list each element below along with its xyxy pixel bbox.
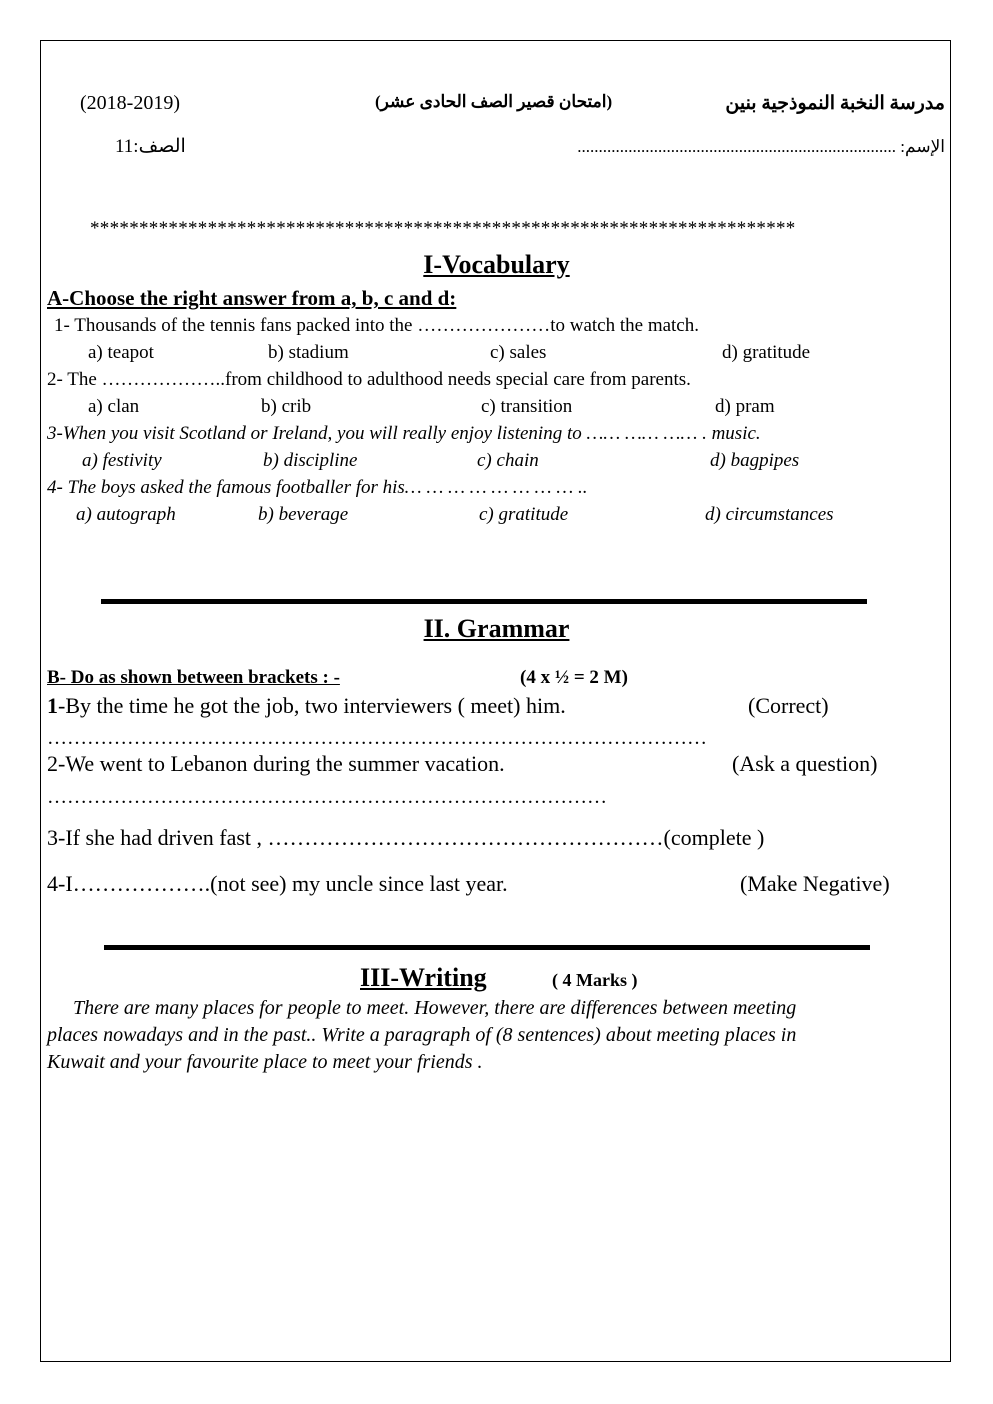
option-a[interactable]: a) autograph	[76, 504, 176, 525]
star-divider: ************************************************************************	[90, 218, 796, 239]
option-a[interactable]: a) teapot	[88, 342, 154, 363]
vocabulary-instruction: A-Choose the right answer from a, b, c and d:	[47, 286, 457, 310]
grammar-question-1	[47, 693, 566, 719]
section-divider	[104, 945, 870, 950]
grammar-marks: (4 x ½ = 2 M)	[520, 667, 628, 688]
vocab-question-3: 3-When you visit Scotland or Ireland, you will really enjoy listening to …… …… …… . music.	[47, 423, 761, 444]
grammar-question-2: 2-We went to Lebanon during the summer vacation.	[47, 751, 505, 776]
option-c[interactable]: c) transition	[481, 396, 573, 417]
grade-label: الصف:11	[115, 136, 186, 157]
option-c[interactable]: c) chain	[477, 450, 539, 471]
writing-prompt-line-3: Kuwait and your favourite place to meet your friends .	[47, 1051, 483, 1073]
grammar-question-1-text: -By the time he got the job, two interviewers ( meet) him.	[58, 693, 566, 718]
grammar-question-1-number: 1	[47, 693, 58, 718]
grammar-question-4[interactable]: 4-I……………….(not see) my uncle since last year.	[47, 871, 508, 896]
section-title-vocabulary: I-Vocabulary	[423, 250, 570, 279]
option-b[interactable]: b) discipline	[263, 450, 358, 471]
vocab-question-4: 4- The boys asked the famous footballer for his… … … … … … … … ..	[47, 477, 588, 498]
grammar-instruction	[47, 667, 340, 689]
school-name: مدرسة النخبة النموذجية بنين	[725, 93, 945, 114]
vocab-question-2: 2- The ………………..from childhood to adulthood needs special care from parents.	[47, 369, 691, 390]
name-field[interactable]: الإسم: ...........................................................................	[577, 137, 945, 156]
option-a[interactable]: a) clan	[88, 396, 140, 417]
option-b[interactable]: b) beverage	[258, 504, 349, 525]
exam-title: (امتحان قصير الصف الحادى عشر)	[375, 92, 613, 111]
grammar-bracket-1: (Correct)	[748, 693, 829, 718]
writing-prompt-line-1: There are many places for people to meet. However, there are differences between meeting	[73, 997, 797, 1019]
option-d[interactable]: d) pram	[715, 396, 775, 417]
option-d[interactable]: d) circumstances	[705, 504, 834, 525]
answer-line-1[interactable]: ………………………………………………………………………………………	[47, 727, 707, 749]
option-d[interactable]: d) gratitude	[722, 342, 811, 363]
grammar-instruction-text: B- Do as shown between brackets : -	[47, 667, 340, 688]
writing-title: III-Writing	[360, 963, 487, 992]
grammar-bracket-2: (Ask a question)	[732, 751, 878, 776]
vocab-question-1: 1- Thousands of the tennis fans packed into the …………………to watch the match.	[54, 315, 699, 336]
section-divider	[101, 599, 867, 604]
option-a[interactable]: a) festivity	[82, 450, 162, 471]
section-title-grammar: II. Grammar	[423, 614, 570, 643]
option-b[interactable]: b) stadium	[268, 342, 349, 363]
option-c[interactable]: c) gratitude	[479, 504, 569, 525]
grammar-bracket-4: (Make Negative)	[740, 871, 890, 896]
section-title-writing	[360, 963, 487, 993]
school-year: (2018-2019)	[80, 92, 180, 114]
option-d[interactable]: d) bagpipes	[710, 450, 800, 471]
grammar-question-3[interactable]: 3-If she had driven fast , ………………………………………………(complete )	[47, 825, 765, 850]
writing-marks: ( 4 Marks )	[552, 970, 638, 990]
option-c[interactable]: c) sales	[490, 342, 547, 363]
writing-prompt-line-2: places nowadays and in the past.. Write a paragraph of (8 sentences) about meeting places in	[47, 1024, 797, 1046]
option-b[interactable]: b) crib	[261, 396, 312, 417]
answer-line-2[interactable]: …………………………………………………………………………	[47, 786, 607, 808]
